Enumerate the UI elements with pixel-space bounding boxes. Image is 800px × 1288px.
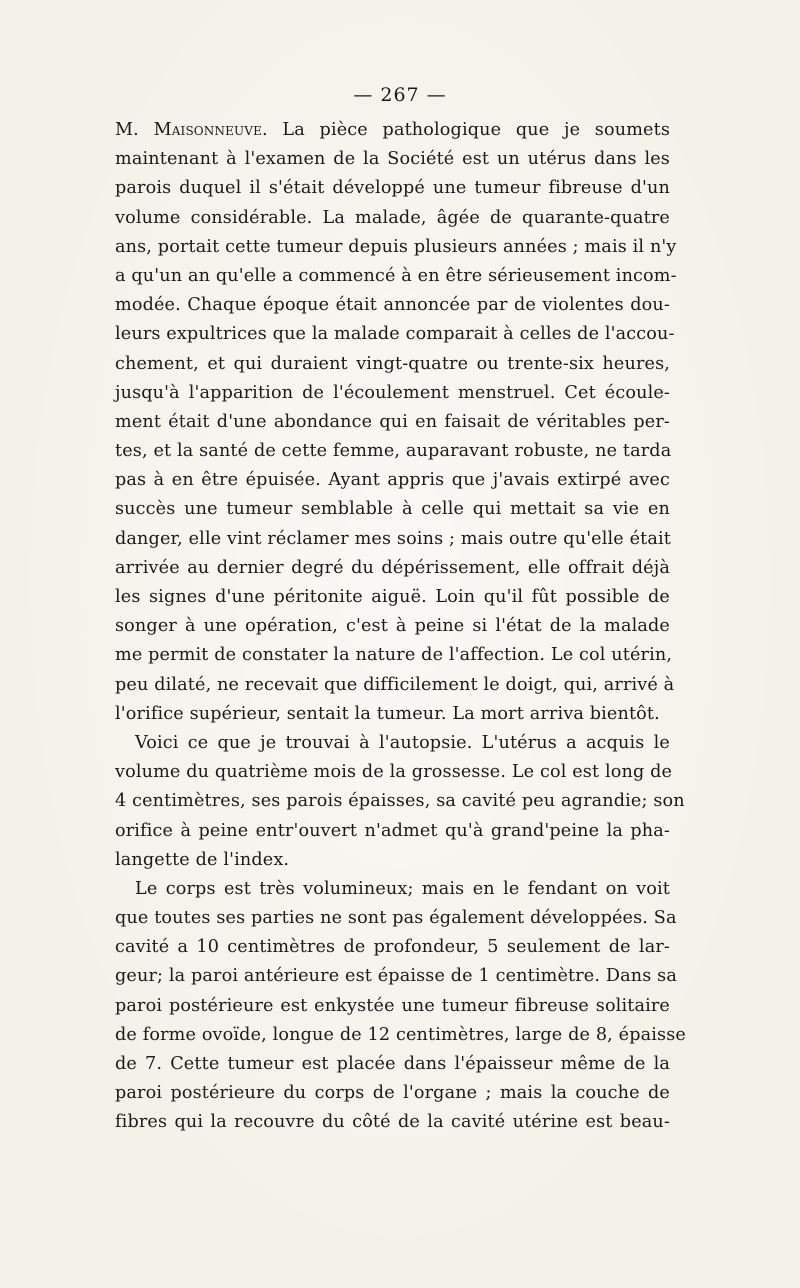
text-line: langette de l'index. — [115, 849, 290, 870]
text-line: tes, et la santé de cette femme, auparavant robuste, ne tarda — [115, 441, 672, 462]
text-line: geur; la paroi antérieure est épaisse de 1 centimètre. Dans sa — [115, 966, 677, 987]
text-line: modée. Chaque époque était annoncée par de violentes dou- — [115, 295, 670, 316]
text-line: volume du quatrième mois de la grossesse. Le col est long de — [115, 762, 673, 783]
text-line: paroi postérieure du corps de l'organe ; mais la couche de — [115, 1083, 670, 1104]
text-line: songer à une opération, c'est à peine si l'état de la malade — [115, 616, 670, 637]
text-line — [115, 116, 670, 145]
text-line: succès une tumeur semblable à celle qui mettait sa vie en — [115, 499, 670, 520]
speaker-name: M. Maisonneuve. — [115, 120, 268, 140]
text-line: Le corps est très volumineux; mais en le fendant on voit — [135, 878, 670, 899]
body-text — [115, 116, 686, 1138]
text-line: parois duquel il s'était développé une tumeur fibreuse d'un — [115, 178, 670, 199]
text-line: l'orifice supérieur, sentait la tumeur. La mort arriva bientôt. — [115, 703, 660, 724]
text-line: paroi postérieure est enkystée une tumeur fibreuse solitaire — [115, 995, 670, 1016]
text-line: 4 centimètres, ses parois épaisses, sa cavité peu agrandie; son — [115, 791, 685, 812]
text-line: peu dilaté, ne recevait que difficilement le doigt, qui, arrivé à — [115, 674, 675, 695]
text-line: de 7. Cette tumeur est placée dans l'épaisseur même de la — [115, 1054, 670, 1074]
line-text: La pièce pathologique que je soumets — [282, 120, 670, 140]
text-line: orifice à peine entr'ouvert n'admet qu'à grand'peine la pha- — [115, 820, 670, 841]
text-line: que toutes ses parties ne sont pas également développées. Sa — [115, 908, 677, 929]
text-line: a qu'un an qu'elle a commencé à en être sérieusement incom- — [115, 265, 677, 286]
text-line: danger, elle vint réclamer mes soins ; mais outre qu'elle était — [115, 528, 672, 549]
text-line: cavité a 10 centimètres de profondeur, 5 seulement de lar- — [115, 937, 670, 958]
text-line: les signes d'une péritonite aiguë. Loin qu'il fût possible de — [115, 587, 670, 607]
text-line: me permit de constater la nature de l'affection. Le col utérin, — [115, 645, 673, 666]
text-line: leurs expultrices que la malade comparait à celles de l'accou- — [115, 324, 675, 345]
text-line: arrivée au dernier degré du dépérissement, elle offrait déjà — [115, 557, 670, 578]
page-number-header: — 267 — — [353, 84, 447, 106]
text-line: maintenant à l'examen de la Société est un utérus dans les — [115, 149, 670, 170]
text-line: ment était d'une abondance qui en faisait de véritables per- — [115, 411, 670, 432]
text-line: jusqu'à l'apparition de l'écoulement menstruel. Cet écoule- — [115, 382, 670, 403]
text-line: de forme ovoïde, longue de 12 centimètres, large de 8, épaisse — [115, 1024, 686, 1045]
text-line: ans, portait cette tumeur depuis plusieurs années ; mais il n'y — [115, 236, 677, 257]
text-line: volume considérable. La malade, âgée de quarante-quatre — [115, 207, 670, 228]
text-line: Voici ce que je trouvai à l'autopsie. L'utérus a acquis le — [135, 732, 670, 753]
text-line: fibres qui la recouvre du côté de la cavité utérine est beau- — [115, 1112, 670, 1133]
text-line: pas à en être épuisée. Ayant appris que j'avais extirpé avec — [115, 470, 670, 491]
text-line: chement, et qui duraient vingt-quatre ou trente-six heures, — [115, 353, 670, 374]
